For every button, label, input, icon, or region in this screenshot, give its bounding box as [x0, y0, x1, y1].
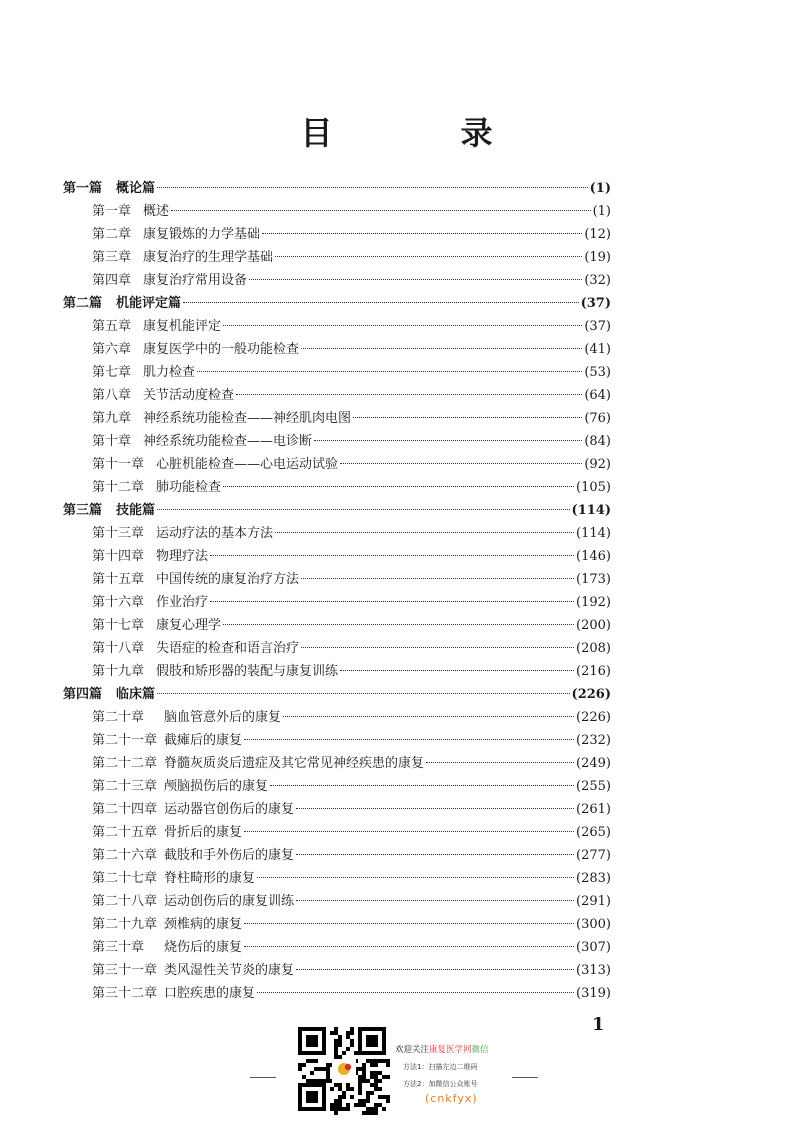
entry-number: 第三章	[92, 250, 132, 265]
toc-chapter-entry	[63, 729, 611, 752]
entry-title: 心脏机能检查——心电运动试验	[156, 457, 339, 472]
toc-chapter-entry	[63, 269, 611, 292]
toc-chapter-entry	[63, 844, 611, 867]
toc-chapter-entry	[63, 453, 611, 476]
entry-page: (1)	[589, 181, 611, 196]
toc-part-entry	[63, 177, 611, 200]
dot-leader	[426, 762, 574, 763]
dot-leader	[301, 348, 582, 349]
entry-title: 康复治疗常用设备	[143, 273, 248, 288]
toc-chapter-entry	[63, 913, 611, 936]
dot-leader	[244, 923, 574, 924]
toc-part-entry	[63, 683, 611, 706]
promo-method-1: 方法1：扫描左边二维码	[403, 1063, 478, 1071]
dot-leader	[183, 302, 579, 303]
entry-page: (114)	[571, 503, 611, 518]
toc-chapter-entry	[63, 338, 611, 361]
entry-title: 颈椎病的康复	[164, 917, 243, 932]
entry-page: (64)	[584, 388, 611, 403]
entry-page: (232)	[576, 733, 611, 748]
entry-page: (37)	[584, 319, 611, 334]
entry-page: (76)	[584, 411, 611, 426]
toc-chapter-entry	[63, 200, 611, 223]
entry-page: (192)	[576, 595, 611, 610]
entry-title: 失语症的检查和语言治疗	[156, 641, 300, 656]
entry-title: 运动疗法的基本方法	[156, 526, 274, 541]
page-title: 目 录	[300, 114, 541, 152]
toc-chapter-entry	[63, 890, 611, 913]
entry-page: (114)	[576, 526, 611, 541]
entry-page: (12)	[584, 227, 611, 242]
dot-leader	[257, 992, 574, 993]
entry-title: 脊髓灰质炎后遗症及其它常见神经疾患的康复	[164, 756, 425, 771]
toc-chapter-entry	[63, 706, 611, 729]
promo-account: (cnkfyx)	[425, 1092, 478, 1105]
entry-title: 康复心理学	[156, 618, 222, 633]
table-of-contents	[63, 177, 611, 1005]
entry-title: 假肢和矫形器的装配与康复训练	[156, 664, 339, 679]
dot-leader	[296, 969, 574, 970]
toc-chapter-entry	[63, 982, 611, 1005]
dot-leader	[223, 325, 582, 326]
entry-title: 肺功能检查	[156, 480, 222, 495]
dot-leader	[157, 693, 570, 694]
entry-title: 概论篇	[116, 181, 156, 196]
entry-page: (84)	[584, 434, 611, 449]
scan-mark	[250, 1077, 276, 1078]
entry-page: (146)	[576, 549, 611, 564]
entry-title: 骨折后的康复	[164, 825, 243, 840]
entry-number: 第二十八章	[92, 894, 158, 909]
entry-number: 第二十九章	[92, 917, 158, 932]
entry-title: 技能篇	[116, 503, 156, 518]
dot-leader	[210, 555, 574, 556]
entry-number: 第一篇	[63, 181, 103, 196]
entry-title: 运动器官创伤后的康复	[164, 802, 295, 817]
entry-title: 神经系统功能检查——电诊断	[143, 434, 313, 449]
promo-method-2: 方法2：加微信公众账号	[403, 1080, 478, 1088]
entry-title: 神经系统功能检查——神经肌肉电图	[143, 411, 352, 426]
toc-chapter-entry	[63, 315, 611, 338]
toc-chapter-entry	[63, 821, 611, 844]
entry-title: 脊柱畸形的康复	[164, 871, 256, 886]
entry-page: (173)	[576, 572, 611, 587]
dot-leader	[171, 210, 591, 211]
dot-leader	[249, 279, 582, 280]
entry-page: (226)	[571, 687, 611, 702]
page-number: 1	[592, 1014, 605, 1035]
entry-title: 康复锻炼的力学基础	[143, 227, 261, 242]
dot-leader	[296, 808, 574, 809]
entry-page: (255)	[576, 779, 611, 794]
entry-title: 物理疗法	[156, 549, 209, 564]
entry-number: 第十六章	[92, 595, 145, 610]
dot-leader	[340, 670, 574, 671]
entry-title: 康复治疗的生理学基础	[143, 250, 274, 265]
entry-title: 颅脑损伤后的康复	[164, 779, 269, 794]
entry-page: (291)	[576, 894, 611, 909]
entry-number: 第四篇	[63, 687, 103, 702]
entry-number: 第八章	[92, 388, 132, 403]
toc-chapter-entry	[63, 568, 611, 591]
dot-leader	[296, 900, 574, 901]
entry-page: (200)	[576, 618, 611, 633]
dot-leader	[283, 716, 574, 717]
dot-leader	[197, 371, 582, 372]
dot-leader	[353, 417, 582, 418]
toc-chapter-entry	[63, 936, 611, 959]
entry-number: 第七章	[92, 365, 132, 380]
entry-number: 第二十二章	[92, 756, 158, 771]
entry-number: 第二十三章	[92, 779, 158, 794]
entry-number: 第二十四章	[92, 802, 158, 817]
entry-number: 第二十章	[92, 710, 145, 725]
entry-title: 截瘫后的康复	[164, 733, 243, 748]
dot-leader	[257, 877, 574, 878]
toc-chapter-entry	[63, 361, 611, 384]
entry-page: (37)	[580, 296, 611, 311]
entry-page: (261)	[576, 802, 611, 817]
dot-leader	[314, 440, 582, 441]
entry-number: 第十七章	[92, 618, 145, 633]
entry-number: 第三十一章	[92, 963, 158, 978]
entry-number: 第二十五章	[92, 825, 158, 840]
promo-text: 欢迎关注	[395, 1045, 430, 1055]
entry-page: (53)	[584, 365, 611, 380]
entry-title: 概述	[143, 204, 170, 219]
dot-leader	[275, 532, 574, 533]
scan-mark	[512, 1077, 538, 1078]
toc-chapter-entry	[63, 591, 611, 614]
entry-number: 第五章	[92, 319, 132, 334]
dot-leader	[244, 831, 574, 832]
entry-title: 关节活动度检查	[143, 388, 235, 403]
entry-number: 第十二章	[92, 480, 145, 495]
dot-leader	[157, 509, 570, 510]
entry-number: 第三篇	[63, 503, 103, 518]
entry-number: 第三十二章	[92, 986, 158, 1001]
toc-chapter-entry	[63, 637, 611, 660]
entry-page: (1)	[592, 204, 611, 219]
dot-leader	[210, 601, 574, 602]
toc-chapter-entry	[63, 798, 611, 821]
dot-leader	[223, 486, 574, 487]
entry-number: 第二篇	[63, 296, 103, 311]
entry-number: 第十八章	[92, 641, 145, 656]
toc-chapter-entry	[63, 407, 611, 430]
entry-title: 口腔疾患的康复	[164, 986, 256, 1001]
entry-number: 第二十一章	[92, 733, 158, 748]
promo-site-name: 康复医学网	[429, 1045, 472, 1055]
entry-number: 第十章	[92, 434, 132, 449]
toc-chapter-entry	[63, 545, 611, 568]
toc-chapter-entry	[63, 384, 611, 407]
entry-number: 第六章	[92, 342, 132, 357]
toc-part-entry	[63, 292, 611, 315]
entry-number: 第九章	[92, 411, 132, 426]
entry-number: 第十三章	[92, 526, 145, 541]
entry-number: 第二十六章	[92, 848, 158, 863]
entry-number: 第十四章	[92, 549, 145, 564]
toc-chapter-entry	[63, 867, 611, 890]
entry-page: (41)	[584, 342, 611, 357]
dot-leader	[244, 946, 574, 947]
entry-title: 肌力检查	[143, 365, 196, 380]
entry-page: (32)	[584, 273, 611, 288]
entry-page: (313)	[576, 963, 611, 978]
toc-chapter-entry	[63, 522, 611, 545]
entry-page: (19)	[584, 250, 611, 265]
entry-page: (283)	[576, 871, 611, 886]
dot-leader	[301, 578, 574, 579]
entry-page: (319)	[576, 986, 611, 1001]
entry-title: 类风湿性关节炎的康复	[164, 963, 295, 978]
dot-leader	[340, 463, 582, 464]
dot-leader	[270, 785, 574, 786]
promo-block	[395, 1043, 489, 1105]
dot-leader	[262, 233, 582, 234]
entry-page: (265)	[576, 825, 611, 840]
toc-chapter-entry	[63, 223, 611, 246]
entry-number: 第一章	[92, 204, 132, 219]
toc-chapter-entry	[63, 752, 611, 775]
entry-page: (300)	[576, 917, 611, 932]
entry-title: 康复医学中的一般功能检查	[143, 342, 300, 357]
entry-page: (249)	[576, 756, 611, 771]
entry-page: (216)	[576, 664, 611, 679]
entry-title: 烧伤后的康复	[164, 940, 243, 955]
dot-leader	[275, 256, 582, 257]
dot-leader	[223, 624, 574, 625]
entry-page: (226)	[576, 710, 611, 725]
entry-title: 运动创伤后的康复训练	[164, 894, 295, 909]
entry-title: 中国传统的康复治疗方法	[156, 572, 300, 587]
toc-part-entry	[63, 499, 611, 522]
toc-chapter-entry	[63, 775, 611, 798]
entry-number: 第二章	[92, 227, 132, 242]
entry-page: (105)	[576, 480, 611, 495]
entry-title: 截肢和手外伤后的康复	[164, 848, 295, 863]
entry-page: (208)	[576, 641, 611, 656]
entry-number: 第三十章	[92, 940, 145, 955]
entry-number: 第十一章	[92, 457, 145, 472]
toc-chapter-entry	[63, 246, 611, 269]
toc-chapter-entry	[63, 614, 611, 637]
entry-number: 第十九章	[92, 664, 145, 679]
entry-number: 第二十七章	[92, 871, 158, 886]
entry-title: 机能评定篇	[116, 296, 182, 311]
entry-title: 临床篇	[116, 687, 156, 702]
entry-number: 第四章	[92, 273, 132, 288]
dot-leader	[236, 394, 582, 395]
toc-chapter-entry	[63, 959, 611, 982]
entry-number: 第十五章	[92, 572, 145, 587]
entry-page: (277)	[576, 848, 611, 863]
qr-code-image	[298, 1027, 390, 1115]
promo-wechat: 微信	[471, 1045, 489, 1055]
entry-page: (307)	[576, 940, 611, 955]
entry-title: 作业治疗	[156, 595, 209, 610]
entry-title: 脑血管意外后的康复	[164, 710, 282, 725]
dot-leader	[296, 854, 574, 855]
dot-leader	[244, 739, 574, 740]
dot-leader	[157, 187, 588, 188]
promo-headline	[395, 1043, 489, 1055]
toc-chapter-entry	[63, 660, 611, 683]
toc-chapter-entry	[63, 430, 611, 453]
dot-leader	[301, 647, 574, 648]
entry-title: 康复机能评定	[143, 319, 222, 334]
toc-chapter-entry	[63, 476, 611, 499]
entry-page: (92)	[584, 457, 611, 472]
